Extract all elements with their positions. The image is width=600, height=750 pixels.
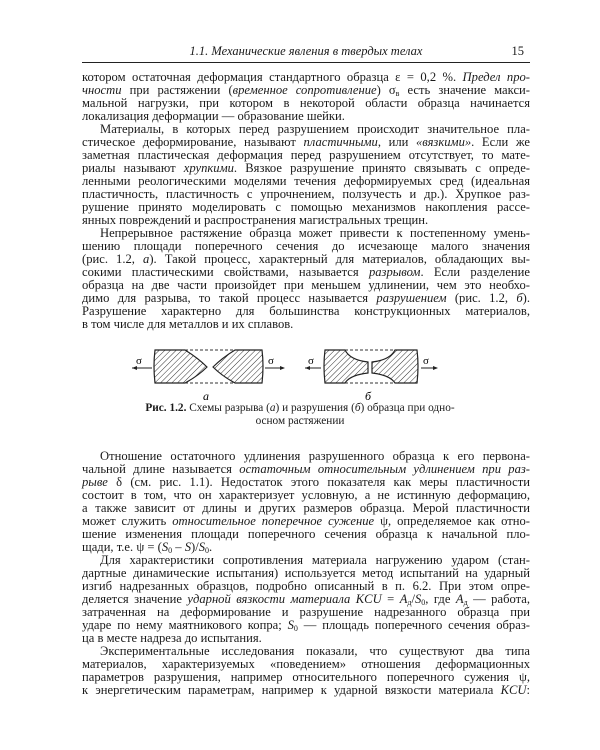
text-run: стическое деформирование, называют bbox=[82, 135, 304, 149]
italic-term: хрупкими bbox=[183, 161, 234, 175]
text-run: – bbox=[172, 540, 185, 554]
text-run: / bbox=[411, 592, 415, 606]
text-run: δ (см. рис. 1.1). Недостаток этого показателя как меры пластичности bbox=[107, 475, 530, 489]
text-run: ) σ bbox=[376, 83, 396, 97]
specimen-left-half bbox=[324, 350, 368, 383]
subscript: в bbox=[395, 89, 400, 98]
text-run: образца на две части произойдет при меньшем удлинении, чем это необхо- bbox=[82, 278, 530, 292]
text-run: при растяжении ( bbox=[121, 83, 233, 97]
running-header bbox=[82, 44, 530, 60]
italic-term: S bbox=[198, 540, 205, 554]
text-run: в том числе для металлов и их сплавов. bbox=[82, 317, 294, 331]
text-run: янных повреждений и распространения магистральных трещин. bbox=[82, 213, 429, 227]
text-run: : bbox=[526, 683, 530, 697]
text-run: димо для разрыва, то такой процесс называется bbox=[82, 291, 377, 305]
text-run: щади, т.е. ψ = ( bbox=[82, 540, 162, 554]
text-run: локализация деформации — образование шейки. bbox=[82, 109, 345, 123]
text-run: к энергетическим параметрам, например к ударной вязкости материала bbox=[82, 683, 501, 697]
subscript: д bbox=[407, 598, 412, 607]
text-run: ). bbox=[522, 291, 530, 305]
italic-term: временное сопротивление bbox=[232, 83, 377, 97]
specimen-right-half bbox=[213, 350, 263, 383]
specimen-left-half bbox=[154, 350, 207, 383]
italic-term: «вязкими» bbox=[415, 135, 472, 149]
text-run: ленными реологическими моделями течения деформируемых сред (идеальная bbox=[82, 174, 530, 188]
sigma-label-right: σ bbox=[423, 355, 429, 367]
subscript: 0 bbox=[168, 546, 173, 555]
subscript: д bbox=[463, 598, 468, 607]
text-run: Для характеристики сопротивления материала нагружению ударом (стан- bbox=[100, 553, 530, 567]
text-run: (рис. 1.2, bbox=[446, 291, 517, 305]
text-run: Непрерывное растяжение образца может привести к постепенному умень- bbox=[100, 226, 530, 240]
text-run: . Если разделение bbox=[420, 265, 530, 279]
italic-term: а bbox=[143, 252, 150, 266]
panel-a-rupture bbox=[132, 350, 285, 403]
text-run: риалы называют bbox=[82, 161, 184, 175]
text-run: мальной нагрузки, при котором в некоторой области образца начинается bbox=[82, 96, 530, 110]
caption-text: ) образца при одно- bbox=[360, 402, 455, 414]
text-run: пластичность, пластичность с упрочнением, ползучесть и др.). Хрупкое раз- bbox=[82, 187, 530, 201]
figure-1-2 bbox=[0, 335, 600, 405]
text-run: деляется значение bbox=[82, 592, 188, 606]
italic-term: разрушением bbox=[376, 291, 447, 305]
text-run: параметров разрушения, например относительного поперечного сужения ψ, bbox=[82, 670, 530, 684]
text-run: Отношение остаточного удлинения разрушенного образца к его первона- bbox=[100, 449, 530, 463]
subscript: 0 bbox=[293, 624, 298, 633]
text-run: Экспериментальные исследования показали, что существуют два типа bbox=[100, 644, 530, 658]
text-run: . Вязкое разрушение принято связывать с опреде- bbox=[233, 161, 530, 175]
italic-term: чности bbox=[82, 83, 122, 97]
arrow-right-head bbox=[433, 366, 438, 370]
text-run: . bbox=[209, 540, 213, 554]
italic-term: ударной вязкости материала KCU bbox=[187, 592, 382, 606]
subscript: 0 bbox=[421, 598, 426, 607]
text-run: — работа, bbox=[467, 592, 531, 606]
caption-ref-b: б bbox=[354, 402, 361, 414]
text-run: шение изменения площади поперечного сечения образца к начальной пло- bbox=[82, 527, 530, 541]
text-line bbox=[82, 318, 530, 331]
sigma-label-left: σ bbox=[308, 355, 314, 367]
arrow-right-head bbox=[280, 366, 285, 370]
specimen-right-half bbox=[372, 350, 418, 383]
text-run: рушение принято моделировать с помощью механизмов накопления рассе- bbox=[82, 200, 530, 214]
text-block-2 bbox=[82, 450, 530, 697]
italic-term: рыве bbox=[82, 475, 108, 489]
italic-term: S bbox=[414, 592, 422, 606]
header-rule bbox=[82, 62, 530, 63]
italic-term: S bbox=[184, 540, 191, 554]
italic-term: S bbox=[287, 618, 294, 632]
italic-term: б bbox=[516, 291, 523, 305]
text-run: котором остаточная деформация стандартного образца ε = 0,2 %. bbox=[82, 70, 463, 84]
panel-b-fracture bbox=[305, 350, 438, 403]
page-number: 15 bbox=[511, 44, 524, 58]
italic-term: Предел про- bbox=[462, 70, 530, 84]
text-run: — площадь поперечного сечения образ- bbox=[297, 618, 530, 632]
text-run: ψ, определяемое как отно- bbox=[374, 514, 531, 528]
text-run: затраченная на деформирование и разрушение надрезанного образца при bbox=[82, 605, 530, 619]
text-run: состоит в том, что он характеризует условную, а не истинную деформацию, bbox=[82, 488, 530, 502]
text-run: может служить bbox=[82, 514, 173, 528]
italic-term: пластичными bbox=[303, 135, 378, 149]
text-run: Разрушение характерно для большинства конструкционных материалов, bbox=[82, 304, 530, 318]
text-run: шению площади поперечного сечения до исчезающе малого значения bbox=[82, 239, 530, 253]
text-run: , или bbox=[377, 135, 416, 149]
text-run: изгиб надрезанных образцов, подробно описанный в п. 6.2. При этом опре- bbox=[82, 579, 530, 593]
italic-term: разрывом bbox=[368, 265, 421, 279]
figure-caption bbox=[100, 402, 500, 428]
text-run: Материалы, в которых перед разрушением происходит значительное пла- bbox=[100, 122, 530, 136]
caption-ref-a: а bbox=[269, 402, 276, 414]
italic-term: KCU bbox=[500, 683, 527, 697]
text-run: сокими пластическими свойствами, называется bbox=[82, 265, 369, 279]
italic-term: A bbox=[455, 592, 464, 606]
panel-label-b: б bbox=[365, 389, 372, 403]
text-run: чальной длине называется bbox=[82, 462, 240, 476]
caption-line-1 bbox=[100, 402, 500, 415]
text-run: )/ bbox=[191, 540, 199, 554]
caption-text: ) и разрушения ( bbox=[275, 402, 355, 414]
text-line bbox=[82, 684, 530, 697]
italic-term: остаточным относительным удлинением при раз- bbox=[239, 462, 530, 476]
caption-text: Схемы разрыва ( bbox=[186, 402, 270, 414]
italic-term: A bbox=[399, 592, 408, 606]
text-block-1 bbox=[82, 71, 530, 331]
text-run: а также зависит от длины и других размеров образца. Мерой пластичности bbox=[82, 501, 530, 515]
italic-term: S bbox=[161, 540, 169, 554]
subscript: 0 bbox=[205, 546, 209, 555]
text-run: заметная пластическая деформация перед разрушением отсутствует, то мате- bbox=[82, 148, 530, 162]
text-run: ца в месте надреза до испытания. bbox=[82, 631, 262, 645]
text-run: есть значение макси- bbox=[399, 83, 530, 97]
text-run: материалов, характеризуемых «поведением» отношения деформационных bbox=[82, 657, 530, 671]
text-run: . Если же bbox=[471, 135, 530, 149]
italic-term: относительное поперечное сужение bbox=[172, 514, 375, 528]
running-header-title: 1.1. Механические явления в твердых телах bbox=[189, 44, 423, 58]
text-run: = bbox=[381, 592, 400, 606]
sigma-label-left: σ bbox=[136, 355, 142, 367]
text-run: ). Такой процесс, характерный для материалов, обладающих вы- bbox=[149, 252, 530, 266]
text-run: , где bbox=[425, 592, 456, 606]
sigma-label-right: σ bbox=[268, 355, 274, 367]
caption-figure-number: Рис. 1.2. bbox=[145, 402, 187, 414]
panel-label-a: а bbox=[203, 389, 209, 403]
text-run: (рис. 1.2, bbox=[82, 252, 144, 266]
text-run: ударе по нему маятникового копра; bbox=[82, 618, 288, 632]
caption-line-2: осном растяжении bbox=[255, 415, 345, 427]
text-run: дартные динамические испытания) используется метод испытаний на ударный bbox=[82, 566, 530, 580]
